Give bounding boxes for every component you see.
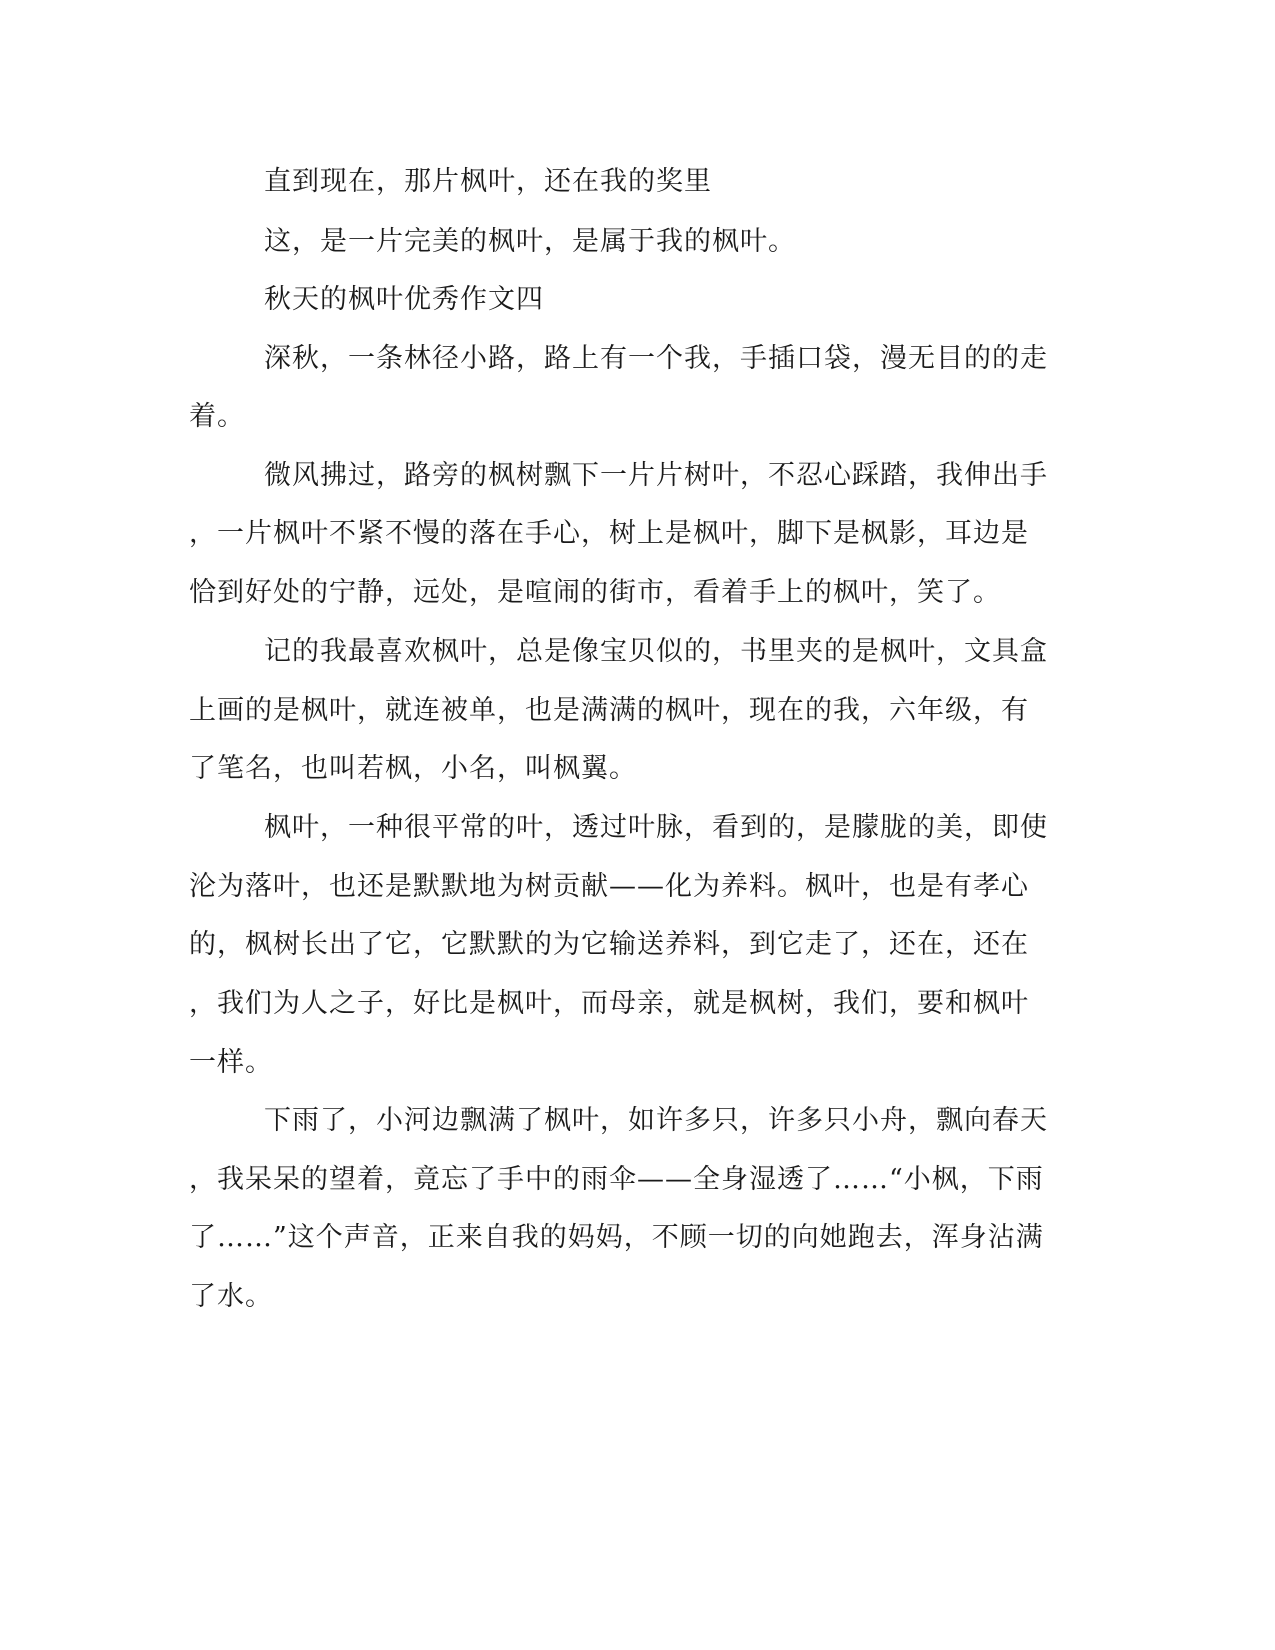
text-line: 微风拂过，路旁的枫树飘下一片片树叶，不忍心踩踏，我伸出手 xyxy=(264,460,1048,491)
text-line: 这，是一片完美的枫叶，是属于我的枫叶。 xyxy=(264,226,796,257)
text-line: 记的我最喜欢枫叶，总是像宝贝似的，书里夹的是枫叶，文具盒 xyxy=(264,636,1048,667)
text-line: 沦为落叶，也还是默默地为树贡献——化为养料。枫叶，也是有孝心 xyxy=(189,871,1029,902)
text-line: 了笔名，也叫若枫，小名，叫枫翼。 xyxy=(189,753,637,784)
text-line: ，我呆呆的望着，竟忘了手中的雨伞——全身湿透了……“小枫，下雨 xyxy=(189,1164,1044,1195)
section-heading: 秋天的枫叶优秀作文四 xyxy=(264,284,544,315)
text-line: 的，枫树长出了它，它默默的为它输送养料，到它走了，还在，还在 xyxy=(189,929,1029,960)
text-line: 枫叶，一种很平常的叶，透过叶脉，看到的，是朦胧的美，即使 xyxy=(264,812,1048,843)
text-line: ，我们为人之子，好比是枫叶，而母亲，就是枫树，我们，要和枫叶 xyxy=(189,988,1029,1019)
text-line: 恰到好处的宁静，远处，是喧闹的街市，看着手上的枫叶，笑了。 xyxy=(189,577,1001,608)
text-line: 上画的是枫叶，就连被单，也是满满的枫叶，现在的我，六年级，有 xyxy=(189,695,1029,726)
text-line: 下雨了，小河边飘满了枫叶，如许多只，许多只小舟，飘向春天 xyxy=(264,1105,1048,1136)
text-line: 了……”这个声音，正来自我的妈妈，不顾一切的向她跑去，浑身沾满 xyxy=(189,1222,1044,1253)
text-line: ，一片枫叶不紧不慢的落在手心，树上是枫叶，脚下是枫影，耳边是 xyxy=(189,518,1029,549)
text-line: 深秋，一条林径小路，路上有一个我，手插口袋，漫无目的的走 xyxy=(264,343,1048,374)
text-line: 直到现在，那片枫叶，还在我的奖里 xyxy=(264,166,712,197)
text-line: 了水。 xyxy=(189,1281,273,1312)
text-line: 一样。 xyxy=(189,1047,273,1078)
text-line: 着。 xyxy=(189,401,245,432)
